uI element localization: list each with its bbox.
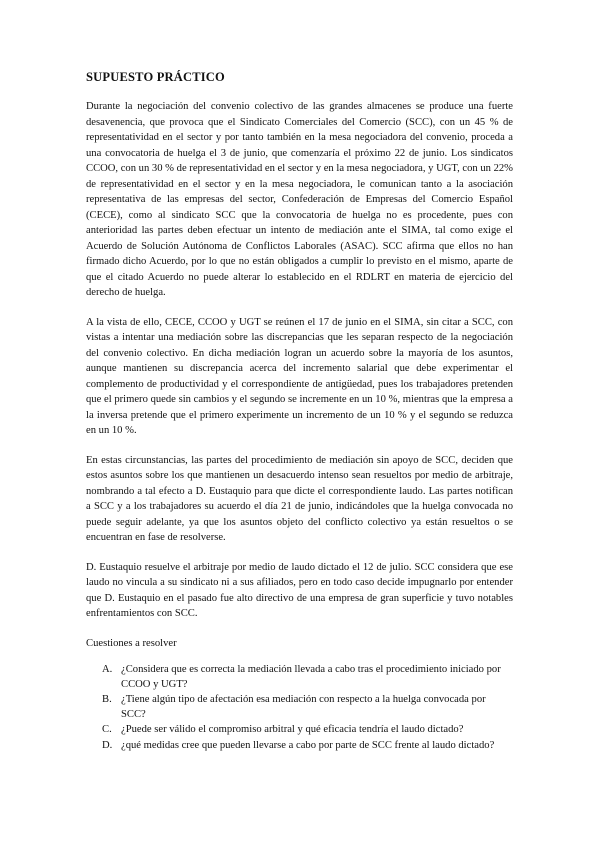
question-item-d bbox=[102, 739, 513, 754]
question-item-b bbox=[102, 693, 513, 722]
questions-heading: Cuestiones a resolver bbox=[86, 637, 177, 649]
question-letter: C. bbox=[102, 724, 112, 735]
question-letter: B. bbox=[102, 694, 112, 705]
paragraph-1: Durante la negociación del convenio colectivo de las grandes almacenes se produce una fuerte desavenencia, que provoca que el Sindicato Comerciales del Comercio (SCC), con un 45 % de representatividad en el sector y por tanto también en la mesa negociadora del convenio, proceda a una convocatoria de huelga el 3 de junio, que comenzaría el próximo 22 de junio. Los sindicatos CCOO, con un 30 % de representatividad en el sector y en la mesa negociadora, y UGT, con un 22% de representatividad en el sector y en la mesa negociadora, le comunican tanto a la asociación representativa de las empresas del sector, Confederación de Empresas del Comercio Español (CECE), como al sindicato SCC que la convocatoria de huelga no es procedente, pues con anterioridad las partes deben efectuar un intento de mediación ante el SIMA, tal como exige el Acuerdo de Solución Autónoma de Conflictos Laborales (ASAC). SCC afirma que ellos no han firmado dicho Acuerdo, por lo que no están obligados a cumplir lo previsto en el mismo, aparte de que el citado Acuerdo no puede alterar lo establecido en el RDLRT en materia de ejercicio del derecho de huelga. bbox=[86, 101, 513, 298]
document-title: SUPUESTO PRÁCTICO bbox=[86, 70, 225, 84]
question-letter: D. bbox=[102, 739, 113, 751]
question-text: ¿Puede ser válido el compromiso arbitral y qué eficacia tendría el laudo dictado? bbox=[121, 724, 464, 735]
question-item-a bbox=[102, 663, 513, 692]
question-text: ¿Tiene algún tipo de afectación esa mediación con respecto a la huelga convocada por SCC? bbox=[121, 694, 486, 720]
paragraph-4: D. Eustaquio resuelve el arbitraje por medio de laudo dictado el 12 de julio. SCC considera que ese laudo no vincula a su sindicato ni a sus afiliados, pero en todo caso decide impugnarlo por entender que D. Eustaquio en el pasado fue alto directivo de una empresa de gran superficie y tuvo notables enfrentamientos con SCC. bbox=[86, 561, 513, 619]
paragraph-2: A la vista de ello, CECE, CCOO y UGT se reúnen el 17 de junio en el SIMA, sin citar a SCC, con vistas a intentar una mediación sobre las discrepancias que les separan respecto de la negociación del convenio colectivo. En dicha mediación logran un acuerdo sobre la mayoría de los asuntos, aunque mantienen su discrepancia acerca del incremento salarial que debe experimentar el complemento de productividad y el correspondiente de antigüedad, pues los trabajadores pretenden que el primero quede sin cambios y el segundo se incremente en un 10 %, mientras que la empresa a la inversa pretende que el primero experimente un incremento de un 10 % y el segundo se reduzca en un 10 %. bbox=[86, 316, 513, 436]
paragraph-3: En estas circunstancias, las partes del procedimiento de mediación sin apoyo de SCC, deciden que estos asuntos sobre los que mantienen un desacuerdo intenso sean resueltos por medio de arbitraje, nombrando a tal efecto a D. Eustaquio para que dicte el correspondiente laudo. Las partes notifican a SCC y a los trabajadores su acuerdo el día 21 de junio, indicándoles que la huelga convocada no puede seguir adelante, ya que los asuntos objeto del conflicto colectivo ya están resueltos o se encuentran en fase de resolverse. bbox=[86, 454, 513, 543]
question-item-c bbox=[102, 723, 513, 738]
question-text: ¿Considera que es correcta la mediación llevada a cabo tras el procedimiento iniciado por CCOO y UGT? bbox=[121, 664, 501, 690]
question-text: ¿qué medidas cree que pueden llevarse a cabo por parte de SCC frente al laudo dictado? bbox=[121, 739, 495, 751]
questions-list bbox=[86, 663, 513, 753]
question-letter: A. bbox=[102, 664, 113, 675]
